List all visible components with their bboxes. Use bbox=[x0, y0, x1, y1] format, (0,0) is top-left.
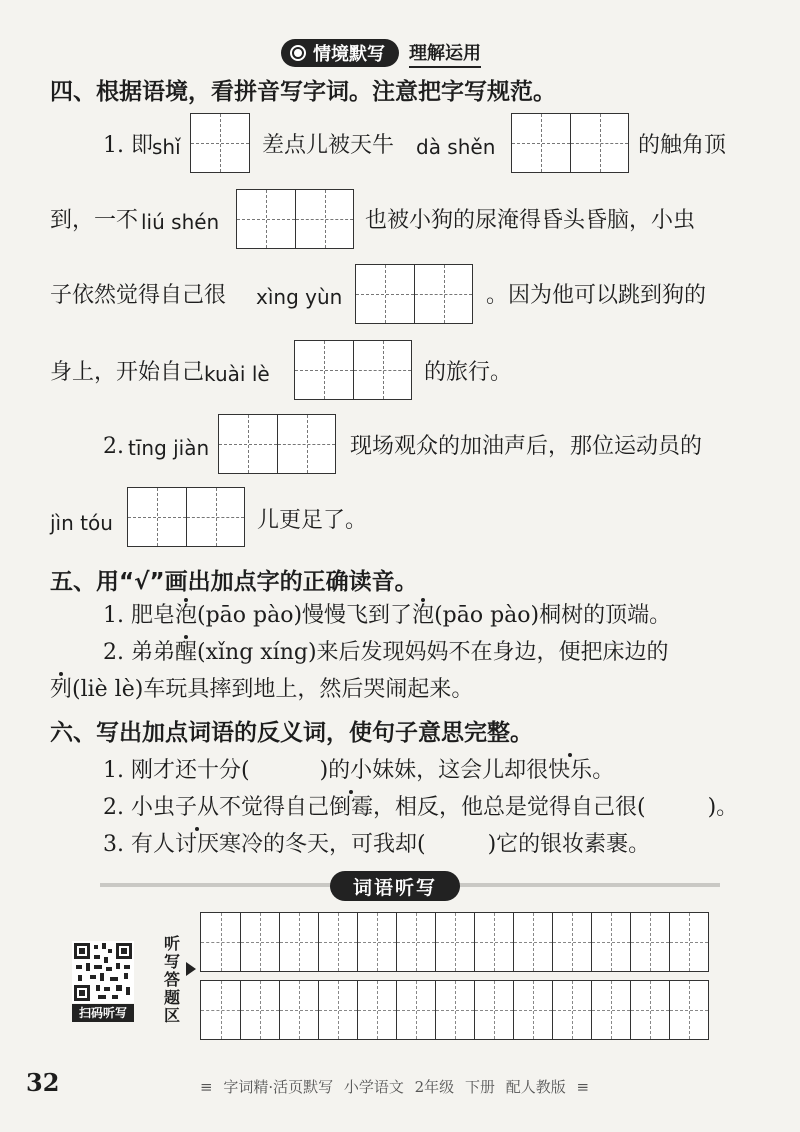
dotted-char-lie: 列 bbox=[50, 677, 73, 702]
dotted-word-taoyan: 讨厌 bbox=[174, 832, 219, 857]
dictation-title: 词语听写 bbox=[330, 871, 460, 901]
s5-l2-b: (xǐng xíng)来后发现妈妈不在身边，便把床边的 bbox=[197, 640, 669, 665]
s5-l2-a: 2. 弟弟 bbox=[103, 640, 175, 665]
s6-l2-b: ，相反，他总是觉得自己很( bbox=[373, 795, 646, 820]
s5-l3-b: (liè lè)车玩具摔到地上，然后哭闹起来。 bbox=[72, 677, 474, 702]
section-5-heading: 五、用“√”画出加点字的正确读音。 bbox=[50, 569, 418, 595]
s4-line3-b: 。因为他可以跳到狗的 bbox=[486, 283, 707, 308]
section-4-heading: 四、根据语境，看拼音写字词。注意把字写规范。 bbox=[50, 79, 556, 105]
answer-grid-shi[interactable] bbox=[190, 113, 250, 173]
dictation-side-label: 听写答题区 bbox=[163, 934, 180, 1025]
s6-l3-a: 3. 有人 bbox=[103, 832, 175, 857]
dotted-char-pao2: 泡 bbox=[412, 603, 435, 628]
footer-text: ≡ 字词精·活页默写 小学语文 2年级 下册 配人教版 ≡ bbox=[200, 1078, 590, 1096]
banner-subtitle: 理解运用 bbox=[409, 39, 481, 68]
s4-line3-a: 子依然觉得自己很 bbox=[50, 283, 227, 308]
s4-pinyin-kuaile: kuài lè bbox=[204, 362, 270, 386]
s4-pinyin-tingjian: tīng jiàn bbox=[128, 436, 210, 460]
s4-line2-a: 到，一不 bbox=[50, 208, 139, 233]
section-banner bbox=[281, 38, 481, 68]
s6-l1-b: )的小妹妹，这会儿却很 bbox=[319, 758, 549, 783]
qr-label: 扫码听写 bbox=[72, 1004, 134, 1022]
dictation-grid-row-2[interactable] bbox=[200, 980, 709, 1040]
s4-line1-c: 的触角顶 bbox=[638, 133, 727, 158]
s6-l1-a: 1. 刚才还十分( bbox=[103, 758, 250, 783]
banner-tag bbox=[281, 39, 399, 67]
s6-l3-c: )它的银妆素裹。 bbox=[487, 832, 651, 857]
s6-l2-c: )。 bbox=[707, 795, 739, 820]
s6-l2-a: 2. 小虫子从不觉得自己 bbox=[103, 795, 329, 820]
answer-grid-tingjian[interactable] bbox=[218, 414, 336, 474]
s5-l1-b: (pāo pào)慢慢飞到了 bbox=[197, 603, 413, 628]
s5-line2 bbox=[103, 642, 669, 664]
s5-line3 bbox=[50, 679, 473, 701]
answer-grid-kuaile[interactable] bbox=[294, 340, 412, 400]
s4-pinyin-jintou: jìn tóu bbox=[50, 511, 113, 535]
s6-l3-b: 寒冷的冬天，可我却( bbox=[219, 832, 426, 857]
s4-line2-b: 也被小狗的尿淹得昏头昏脑，小虫 bbox=[365, 208, 696, 233]
answer-grid-jintou[interactable] bbox=[127, 487, 245, 547]
s4-pinyin-shi: shǐ bbox=[152, 135, 181, 159]
s4-line4-a: 身上，开始自己 bbox=[50, 360, 205, 385]
s6-l1-c: 。 bbox=[592, 758, 615, 783]
dotted-char-pao1: 泡 bbox=[174, 603, 197, 628]
s4-line1-b: 差点儿被天牛 bbox=[262, 133, 395, 158]
banner-tag-text: 情境默写 bbox=[313, 44, 385, 65]
s4-line6-b: 儿更足了。 bbox=[257, 508, 368, 533]
s4-pinyin-liushen: liú shén bbox=[141, 210, 220, 234]
s4-line5-b: 现场观众的加油声后，那位运动员的 bbox=[350, 434, 703, 459]
answer-grid-liushen[interactable] bbox=[236, 189, 354, 249]
medal-icon bbox=[289, 44, 307, 62]
qr-code-icon[interactable] bbox=[72, 941, 134, 1003]
s6-line2 bbox=[103, 797, 738, 819]
s5-l1-a: 1. 肥皂 bbox=[103, 603, 175, 628]
page-number: 32 bbox=[26, 1068, 60, 1097]
section-6-heading: 六、写出加点词语的反义词，使句子意思完整。 bbox=[50, 720, 533, 746]
dictation-grid-row-1[interactable] bbox=[200, 912, 709, 972]
arrow-right-icon bbox=[186, 962, 196, 976]
s4-pinyin-dashen: dà shěn bbox=[416, 135, 496, 159]
dotted-word-kuaile: 快乐 bbox=[548, 758, 593, 783]
s4-pinyin-xingyun: xìng yùn bbox=[256, 285, 343, 309]
s6-line1 bbox=[103, 760, 614, 782]
s4-line1-a: 1. 即 bbox=[103, 133, 153, 158]
s5-line1 bbox=[103, 605, 671, 627]
s5-l1-c: (pāo pào)桐树的顶端。 bbox=[434, 603, 672, 628]
answer-grid-xingyun[interactable] bbox=[355, 264, 473, 324]
dotted-word-daomei: 倒霉 bbox=[328, 795, 373, 820]
s4-line5-a: 2. bbox=[103, 434, 124, 459]
s4-line4-b: 的旅行。 bbox=[424, 360, 513, 385]
answer-grid-dashen[interactable] bbox=[511, 113, 629, 173]
s6-line3 bbox=[103, 834, 650, 856]
dotted-char-xing: 醒 bbox=[174, 640, 197, 665]
